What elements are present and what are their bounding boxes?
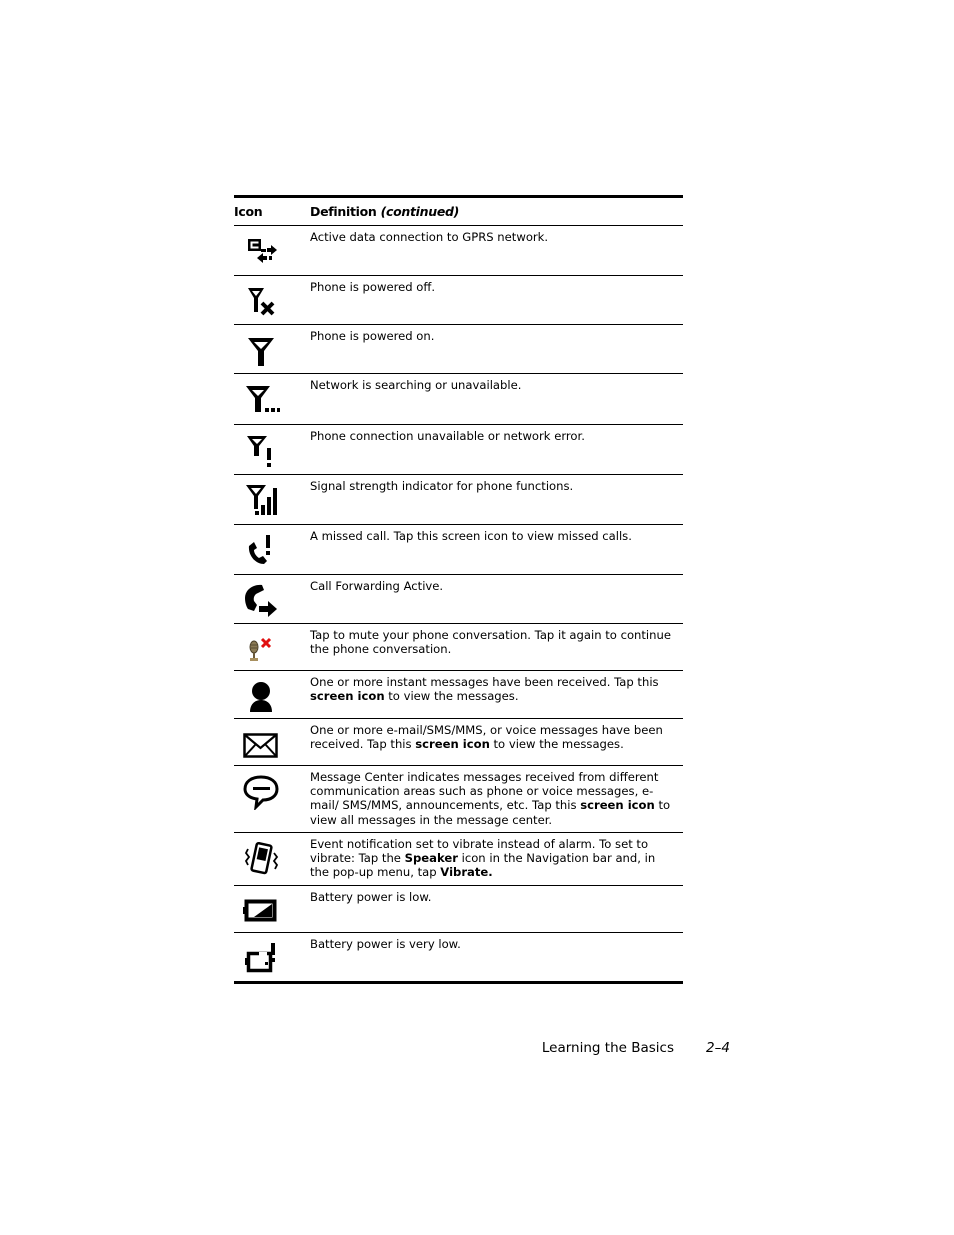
table-row (234, 933, 683, 984)
missed-call-icon (242, 531, 280, 569)
gprs-data-connection-icon (242, 232, 280, 270)
definition-text-bold: Speaker (404, 851, 458, 866)
table-row (234, 719, 683, 766)
definition-text: Phone is powered off. (310, 280, 436, 294)
table-row (234, 886, 683, 933)
definition-text: A missed call. Tap this screen icon to view missed calls. (310, 529, 632, 543)
definition-text (310, 719, 683, 765)
table-row (234, 425, 683, 475)
definition-text (310, 671, 683, 718)
network-error-icon (242, 431, 280, 469)
table-row (234, 475, 683, 525)
definition-text-part: Message Center indicates messages received from different communication areas such as phone or voice messages, e-mail/ SMS/MMS, announcements, etc. Tap this (310, 770, 659, 813)
definition-text-part: One or more e-mail/SMS/MMS, or voice messages have been received. Tap this (310, 723, 663, 752)
table-row (234, 624, 683, 671)
battery-low-icon (242, 892, 280, 930)
mute-microphone-icon (242, 630, 280, 668)
definition-text: Phone is powered on. (310, 329, 435, 343)
definition-text (310, 833, 683, 885)
definition-text: Network is searching or unavailable. (310, 378, 522, 392)
page-footer (0, 1040, 954, 1060)
definition-text-bold: Vibrate. (440, 865, 493, 880)
definition-text-part: Event notification set to vibrate instead of alarm. To set to vibrate: Tap the (310, 837, 649, 866)
header-definition-column (310, 204, 459, 219)
header-definition-label: Definition (310, 204, 377, 219)
network-searching-icon (242, 380, 280, 418)
definition-text: Active data connection to GPRS network. (310, 230, 549, 244)
table-row (234, 226, 683, 276)
phone-on-icon (242, 331, 280, 369)
definition-text-part: to view the messages. (384, 689, 519, 704)
table-row (234, 766, 683, 833)
header-icon-column: Icon (234, 204, 263, 219)
definition-text-part: icon in the Navigation bar and, in the pop-up menu, tap (310, 851, 656, 880)
definition-text: Call Forwarding Active. (310, 579, 444, 593)
definition-text: Phone connection unavailable or network error. (310, 429, 585, 443)
table-header (234, 198, 683, 226)
table-row (234, 276, 683, 325)
definition-text-part: to view all messages in the message center. (310, 798, 671, 827)
envelope-icon (242, 725, 280, 763)
table-row (234, 525, 683, 575)
vibrate-icon (242, 839, 280, 877)
phone-off-icon (242, 282, 280, 320)
definition-text-part: to view the messages. (489, 737, 624, 752)
table-row (234, 671, 683, 719)
icon-definition-table (234, 195, 683, 984)
table-row (234, 833, 683, 886)
definition-text (310, 766, 683, 832)
definition-text-part: One or more instant messages have been received. Tap this (310, 675, 659, 689)
table-row (234, 374, 683, 425)
definition-text: Battery power is low. (310, 890, 432, 904)
footer-section-title: Learning the Basics (541, 1040, 674, 1056)
definition-text: Signal strength indicator for phone functions. (310, 479, 574, 493)
footer-page-number: 2–4 (706, 1040, 730, 1056)
definition-text: Battery power is very low. (310, 937, 461, 951)
definition-text-bold: screen icon (580, 798, 655, 813)
definition-text: Tap to mute your phone conversation. Tap it again to continue the phone conversation. (310, 628, 671, 657)
header-continued-label: (continued) (380, 204, 460, 219)
call-forwarding-icon (242, 581, 280, 619)
signal-strength-icon (242, 481, 280, 519)
table-row (234, 575, 683, 624)
definition-text-bold: screen icon (415, 737, 490, 752)
message-center-icon (242, 772, 280, 810)
table-row (234, 325, 683, 374)
instant-message-icon (242, 677, 280, 715)
definition-text-bold: screen icon (310, 689, 385, 704)
battery-very-low-icon (242, 939, 280, 977)
